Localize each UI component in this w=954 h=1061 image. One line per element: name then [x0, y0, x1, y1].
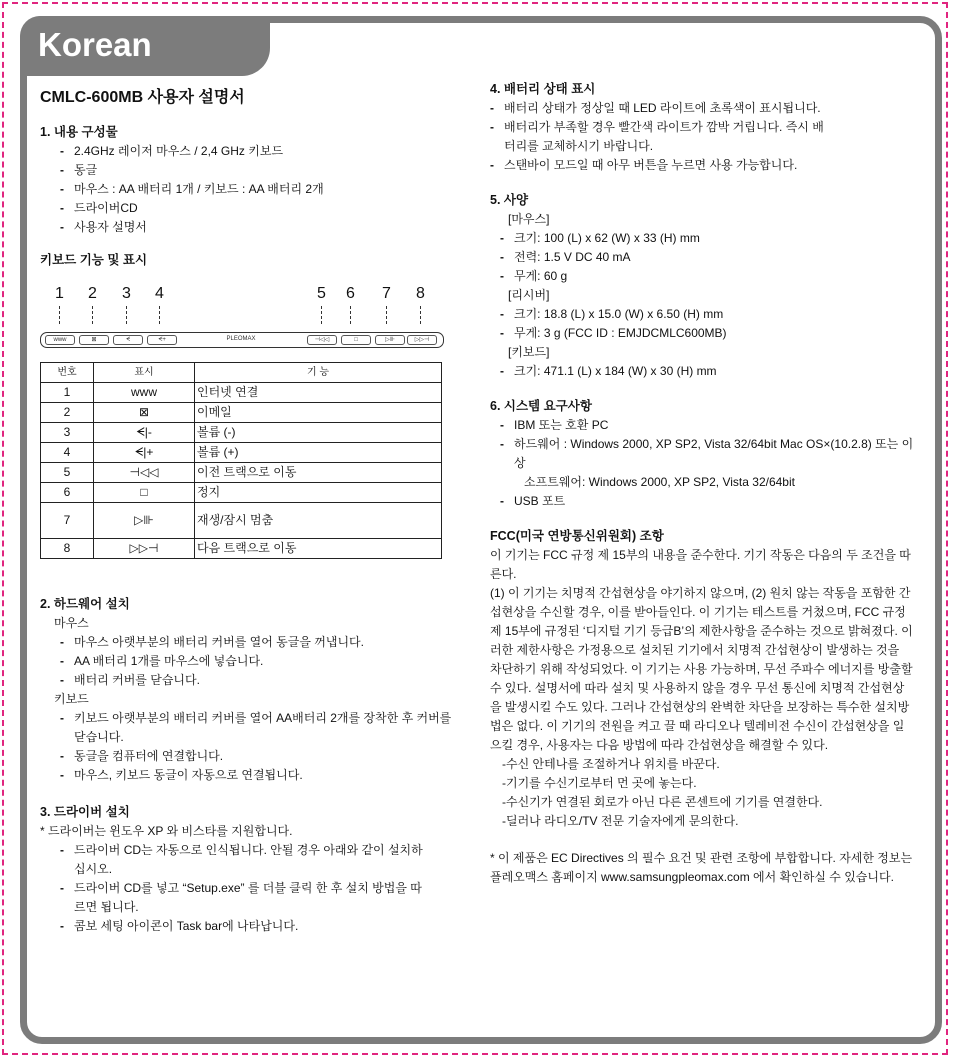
- row-number: 8: [41, 539, 94, 559]
- stop-key-icon: □: [341, 335, 371, 345]
- spec-mouse-list: [490, 229, 920, 286]
- key-number: 2: [88, 285, 97, 302]
- function-text: 볼륨 (-): [195, 423, 442, 443]
- list-item: - AA 배터리 1개를 마우스에 넣습니다.: [60, 652, 460, 671]
- table-row: [41, 483, 442, 503]
- function-text: 볼륨 (+): [195, 443, 442, 463]
- email-icon: ⊠: [94, 403, 195, 423]
- row-number: 2: [41, 403, 94, 423]
- play-pause-key-icon: ▷⊪: [375, 335, 405, 345]
- list-item: - 무게: 60 g: [500, 267, 920, 286]
- list-item: -기기를 수신기로부터 먼 곳에 놓는다.: [502, 776, 697, 790]
- fcc-paragraph-2: (1) 이 기기는 치명적 간섭현상을 야기하지 않으며, (2) 원치 않는 작동을 포함한 간섭현상을 수신할 경우, 이를 받아들인다. 이 기기는 테스트를 거쳤으며, FCC 규정 제 15부에 규정된 ‘디지털 기기 등급B’의 제한사항을 준수하는 것으로 밝혀졌다. 이러한 제한사항은 가정용으로 설치된 기기에서 치명적 간섭현상이 발생하는 것을 차단하기 위해 작성되었다. 이 기기는 사용 가능하며, 무선 주파수 에너지를 방출할 수 있다. 설명서에 따라 설치 및 사용하지 않을 경우 무선 통신에 치명적 간섭현상을 발생시킬 수도 있다. 그러나 간섭현상의 완벽한 차단을 보장하는 특수한 설치방법은 없다. 이 기기의 전원을 켜고 끌 때 라디오나 텔레비전 수신이 간섭현상을 일으킬 경우, 사용자는 다음 방법에 따라 간섭현상을 해결할 수 있다.: [490, 586, 913, 752]
- column-header: 표시: [94, 363, 195, 383]
- table-header-row: [41, 363, 442, 383]
- list-item: - 스탠바이 모드일 때 아무 버튼을 누르면 사용 가능합니다.: [490, 156, 920, 175]
- function-text: 인터넷 연결: [195, 383, 442, 403]
- row-number: 4: [41, 443, 94, 463]
- list-item: -수신 안테나를 조절하거나 위치를 바꾼다.: [502, 757, 720, 771]
- contents-list: [40, 142, 460, 237]
- table-row: [41, 443, 442, 463]
- fcc-paragraph-1: 이 기기는 FCC 규정 제 15부의 내용을 준수한다. 기기 작동은 다음의 두 조건을 따른다.: [490, 548, 911, 581]
- section-system-heading: 6. 시스템 요구사항: [490, 399, 592, 413]
- language-tab-label: Korean: [38, 26, 152, 63]
- list-item: - 배터리가 부족할 경우 빨간색 라이트가 깜박 거립니다. 즉시 배터리를 교체하시기 바랍니다.: [490, 118, 824, 156]
- key-number: 7: [382, 285, 391, 302]
- keyboard-label: 키보드: [54, 692, 89, 706]
- section-keyboard-heading: 키보드 기능 및 표시: [40, 253, 148, 267]
- row-number: 5: [41, 463, 94, 483]
- spec-receiver-list: [490, 305, 920, 343]
- next-track-icon: ▷▷⊣: [94, 539, 195, 559]
- driver-install-list: [40, 841, 430, 936]
- previous-track-icon: ⊣◁◁: [94, 463, 195, 483]
- list-item: - IBM 또는 호환 PC: [500, 416, 920, 435]
- system-list-usb: [490, 492, 920, 511]
- list-item: -수신기가 연결된 회로가 아닌 다른 콘센트에 기기를 연결한다.: [502, 795, 823, 809]
- section-driver-heading: 3. 드라이버 설치: [40, 805, 130, 819]
- key-number: 8: [416, 285, 425, 302]
- battery-list: [490, 99, 920, 175]
- list-item: - 드라이버 CD는 자동으로 인식됩니다. 안될 경우 아래와 같이 설치하십시오.: [60, 841, 430, 879]
- table-row: [41, 539, 442, 559]
- column-header: 번호: [41, 363, 94, 383]
- volume-down-key-icon: ᗕ: [113, 335, 143, 345]
- section-battery-heading: 4. 배터리 상태 표시: [490, 82, 596, 96]
- previous-track-key-icon: ⊣◁◁: [307, 335, 337, 345]
- list-item: - 2.4GHz 레이저 마우스 / 2,4 GHz 키보드: [60, 142, 460, 161]
- function-text: 이메일: [195, 403, 442, 423]
- key-number: 6: [346, 285, 355, 302]
- spec-receiver-label: [리시버]: [508, 288, 550, 302]
- system-software-line: 소프트웨어: Windows 2000, XP SP2, Vista 32/64bit: [524, 475, 795, 489]
- list-item: - 전력: 1.5 V DC 40 mA: [500, 248, 920, 267]
- spec-mouse-label: [마우스]: [508, 212, 550, 226]
- stop-icon: □: [94, 483, 195, 503]
- fcc-remedy-list: [490, 755, 920, 831]
- volume-up-key-icon: ᗕ+: [147, 335, 177, 345]
- function-text: 이전 트랙으로 이동: [195, 463, 442, 483]
- row-number: 7: [41, 503, 94, 539]
- email-key-icon: ⊠: [79, 335, 109, 345]
- www-icon: www: [94, 383, 195, 403]
- list-item: - 크기: 471.1 (L) x 184 (W) x 30 (H) mm: [500, 362, 920, 381]
- function-text: 정지: [195, 483, 442, 503]
- row-number: 1: [41, 383, 94, 403]
- table-row: [41, 503, 442, 539]
- list-item: - 크기: 100 (L) x 62 (W) x 33 (H) mm: [500, 229, 920, 248]
- key-number: 3: [122, 285, 131, 302]
- driver-note: * 드라이버는 윈도우 XP 와 비스타를 지원합니다.: [40, 824, 293, 838]
- left-column: [40, 88, 460, 936]
- section-contents-heading: 1. 내용 구성물: [40, 125, 118, 139]
- section-fcc-heading: FCC(미국 연방통신위원회) 조항: [490, 529, 664, 543]
- list-item: - 동글을 컴퓨터에 연결합니다.: [60, 747, 455, 766]
- key-number: 5: [317, 285, 326, 302]
- list-item: - 동글: [60, 161, 460, 180]
- list-item: - 하드웨어 : Windows 2000, XP SP2, Vista 32/64bit Mac OS×(10.2.8) 또는 이상: [500, 435, 920, 473]
- list-item: - USB 포트: [500, 492, 920, 511]
- key-number-markers: [40, 284, 460, 332]
- function-text: 재생/잠시 멈춤: [195, 503, 442, 539]
- function-text: 다음 트랙으로 이동: [195, 539, 442, 559]
- key-number: 1: [55, 285, 64, 302]
- document-title: CMLC-600MB 사용자 설명서: [40, 89, 245, 106]
- ec-footnote: * 이 제품은 EC Directives 의 필수 요건 및 관련 조항에 부합합니다. 자세한 정보는 플레오맥스 홈페이지 www.samsungpleomax.com 에서 확인하실 수 있습니다.: [490, 851, 913, 884]
- list-item: - 마우스 아랫부분의 배터리 커버를 열어 동글을 꺼냅니다.: [60, 633, 460, 652]
- table-row: [41, 463, 442, 483]
- next-track-key-icon: ▷▷⊣: [407, 335, 437, 345]
- list-item: - 무게: 3 g (FCC ID : EMJDCMLC600MB): [500, 324, 920, 343]
- list-item: - 마우스, 키보드 동글이 자동으로 연결됩니다.: [60, 766, 455, 785]
- key-number: 4: [155, 285, 164, 302]
- list-item: - 마우스 : AA 배터리 1개 / 키보드 : AA 배터리 2개: [60, 180, 460, 199]
- spec-keyboard-label: [키보드]: [508, 345, 550, 359]
- mouse-install-list: [40, 633, 460, 690]
- list-item: - 키보드 아랫부분의 배터리 커버를 열어 AA배터리 2개를 장착한 후 커버를 닫습니다.: [60, 709, 455, 747]
- list-item: - 드라이버 CD를 넣고 “Setup.exe” 를 더블 클릭 한 후 설치 방법을 따르면 됩니다.: [60, 879, 430, 917]
- system-list: [490, 416, 920, 473]
- brand-logo: PLEOMAX: [226, 336, 256, 342]
- table-row: [41, 403, 442, 423]
- table-row: [41, 383, 442, 403]
- list-item: - 배터리 커버를 닫습니다.: [60, 671, 460, 690]
- list-item: - 콤보 세팅 아이콘이 Task bar에 나타납니다.: [60, 917, 430, 936]
- mouse-label: 마우스: [54, 616, 89, 630]
- right-column: [490, 80, 920, 887]
- keyboard-install-list: [40, 709, 455, 785]
- list-item: - 배터리 상태가 정상일 때 LED 라이트에 초록색이 표시됩니다.: [490, 99, 920, 118]
- spec-keyboard-list: [490, 362, 920, 381]
- list-item: - 드라이버CD: [60, 199, 460, 218]
- section-spec-heading: 5. 사양: [490, 193, 529, 207]
- list-item: - 사용자 설명서: [60, 218, 460, 237]
- play-pause-icon: ▷⊪: [94, 503, 195, 539]
- column-header: 기 능: [195, 363, 442, 383]
- list-item: -딜러나 라디오/TV 전문 기술자에게 문의한다.: [502, 814, 739, 828]
- row-number: 3: [41, 423, 94, 443]
- list-item: - 크기: 18.8 (L) x 15.0 (W) x 6.50 (H) mm: [500, 305, 920, 324]
- keyboard-top-strip-illustration: [40, 332, 444, 348]
- key-function-table: [40, 362, 442, 559]
- table-row: [41, 423, 442, 443]
- volume-down-icon: ᗕ|-: [94, 423, 195, 443]
- section-hardware-heading: 2. 하드웨어 설치: [40, 597, 130, 611]
- row-number: 6: [41, 483, 94, 503]
- volume-up-icon: ᗕ|+: [94, 443, 195, 463]
- www-key-icon: www: [45, 335, 75, 345]
